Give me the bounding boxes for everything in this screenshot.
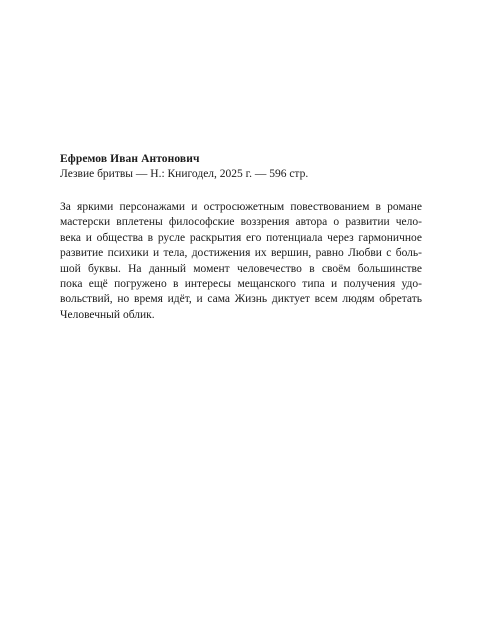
annotation-line: развитие психики и тела, достижения их вершин, равно Любви с боль- <box>60 247 422 260</box>
annotation-line: шой буквы. На данный момент человечество в своём большинстве <box>60 262 422 275</box>
annotation-paragraph <box>60 200 422 323</box>
book-entry <box>60 152 422 323</box>
annotation-line: века и общества в русле раскрытия его потенциала через гармоничное <box>60 231 422 244</box>
bibliographic-line: Лезвие бритвы — Н.: Книгодел, 2025 г. — 596 стр. <box>60 168 309 180</box>
annotation-line: мастерски вплетены философские воззрения автора о развитии чело- <box>60 216 422 229</box>
annotation-line: За яркими персонажами и остросюжетным повествованием в романе <box>60 201 422 213</box>
annotation-line: вольствий, но время идёт, и сама Жизнь диктует всем людям обретать <box>60 293 422 306</box>
annotation-line: Человечный облик. <box>60 308 155 321</box>
author-name: Ефремов Иван Антонович <box>60 153 200 165</box>
annotation-line: пока ещё погружено в интересы мещанского типа и получения удо- <box>60 278 422 291</box>
